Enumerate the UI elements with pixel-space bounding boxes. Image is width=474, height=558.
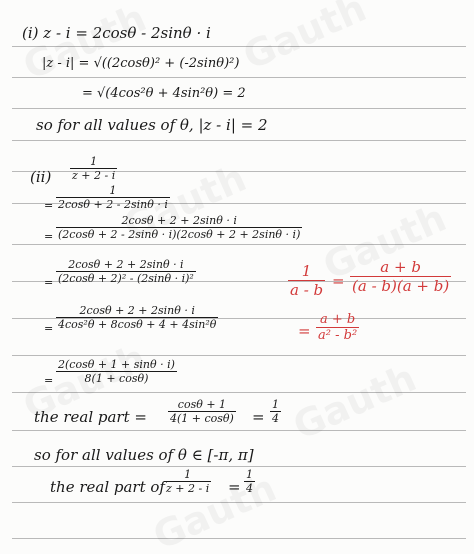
fraction-denominator: 8(1 + cosθ): [84, 372, 149, 385]
line-part-i-conclusion: so for all values of θ, |z - i| = 2: [36, 116, 268, 134]
fraction-numerator: a + b: [350, 258, 451, 277]
line-modulus-expression: |z - i| = √((2cosθ)² + (-2sinθ)²): [42, 56, 240, 71]
fraction-denominator: 2cosθ + 2 - 2sinθ · i: [58, 198, 168, 211]
ruled-line: [12, 466, 466, 467]
fraction-numerator: 1: [164, 468, 211, 482]
fraction-numerator: 1: [246, 468, 253, 481]
ruled-line: [12, 430, 466, 431]
ruled-line: [12, 140, 466, 141]
fraction-denominator: 4: [246, 482, 253, 495]
fraction-final-answer: [244, 468, 255, 495]
red-note-fraction-1-over-a-minus-b: [288, 262, 325, 299]
fraction-denominator: 4(1 + cosθ): [170, 412, 234, 425]
ruled-line: [12, 538, 466, 539]
line-final-label: the real part of: [50, 478, 165, 496]
fraction-numerator: 1: [70, 155, 117, 169]
line-real-part-label: the real part =: [34, 408, 147, 426]
fraction-denominator: a - b: [290, 281, 324, 299]
red-note-equals: =: [332, 272, 345, 290]
fraction-step-1: [56, 184, 170, 211]
fraction-numerator: a + b: [316, 312, 359, 328]
ruled-line: [12, 77, 466, 78]
equals-sign: =: [44, 276, 54, 289]
red-note-equals: =: [298, 322, 311, 340]
fraction-denominator: (2cosθ + 2)² - (2sinθ · i)²: [58, 272, 194, 285]
line-theta-range: so for all values of θ ∈ [-π, π]: [34, 446, 254, 464]
fraction-numerator: cosθ + 1: [168, 398, 236, 412]
ruled-line: [12, 108, 466, 109]
fraction-one-quarter: [270, 398, 281, 425]
equals-sign: =: [44, 322, 54, 335]
line-modulus-result: = √(4cos²θ + 4sin²θ) = 2: [82, 86, 246, 101]
line-part-i-z-minus-i: (i) z - i = 2cosθ - 2sinθ · i: [22, 24, 211, 42]
fraction-denominator: z + 2 - i: [72, 169, 116, 182]
fraction-numerator: 2cosθ + 2 + 2sinθ · i: [56, 304, 218, 318]
fraction-step-3: [56, 258, 196, 285]
fraction-numerator: 1: [56, 184, 170, 198]
fraction-denominator: z + 2 - i: [166, 482, 210, 495]
watermark: [287, 356, 423, 449]
equals-sign: =: [252, 408, 265, 426]
equals-sign: =: [44, 374, 54, 387]
fraction-denominator: (2cosθ + 2 - 2sinθ · i)(2cosθ + 2 + 2sinθ · i): [58, 228, 301, 241]
fraction-denominator: (a - b)(a + b): [352, 277, 450, 295]
equals-sign: =: [44, 199, 54, 212]
red-note-fraction-rationalized: [350, 258, 451, 295]
fraction-step-5: [56, 358, 177, 385]
equals-sign: =: [44, 230, 54, 243]
fraction-step-4: [56, 304, 218, 331]
fraction-numerator: 1: [272, 398, 279, 411]
fraction-numerator: 2cosθ + 2 + 2sinθ · i: [56, 214, 302, 228]
fraction-numerator: 2cosθ + 2 + 2sinθ · i: [56, 258, 196, 272]
fraction-denominator: a² - b²: [318, 328, 358, 343]
ruled-line: [12, 355, 466, 356]
fraction-numerator: 2(cosθ + 1 + sinθ · i): [58, 358, 175, 371]
fraction-step-2: [56, 214, 302, 241]
fraction-one-over-z-plus-2-minus-i: [70, 155, 117, 182]
equals-sign: =: [228, 478, 241, 496]
line-part-ii-label: (ii): [30, 168, 52, 186]
red-note-fraction-difference-of-squares: [316, 312, 359, 343]
fraction-denominator: 4: [272, 412, 279, 425]
fraction-one-over-z-plus-2-minus-i-final: [164, 468, 211, 495]
fraction-numerator: 1: [288, 262, 325, 281]
watermark: [17, 0, 153, 88]
watermark: [237, 0, 373, 78]
fraction-denominator: 4cos²θ + 8cosθ + 4 + 4sin²θ: [58, 318, 217, 331]
fraction-real-part: [168, 398, 236, 425]
